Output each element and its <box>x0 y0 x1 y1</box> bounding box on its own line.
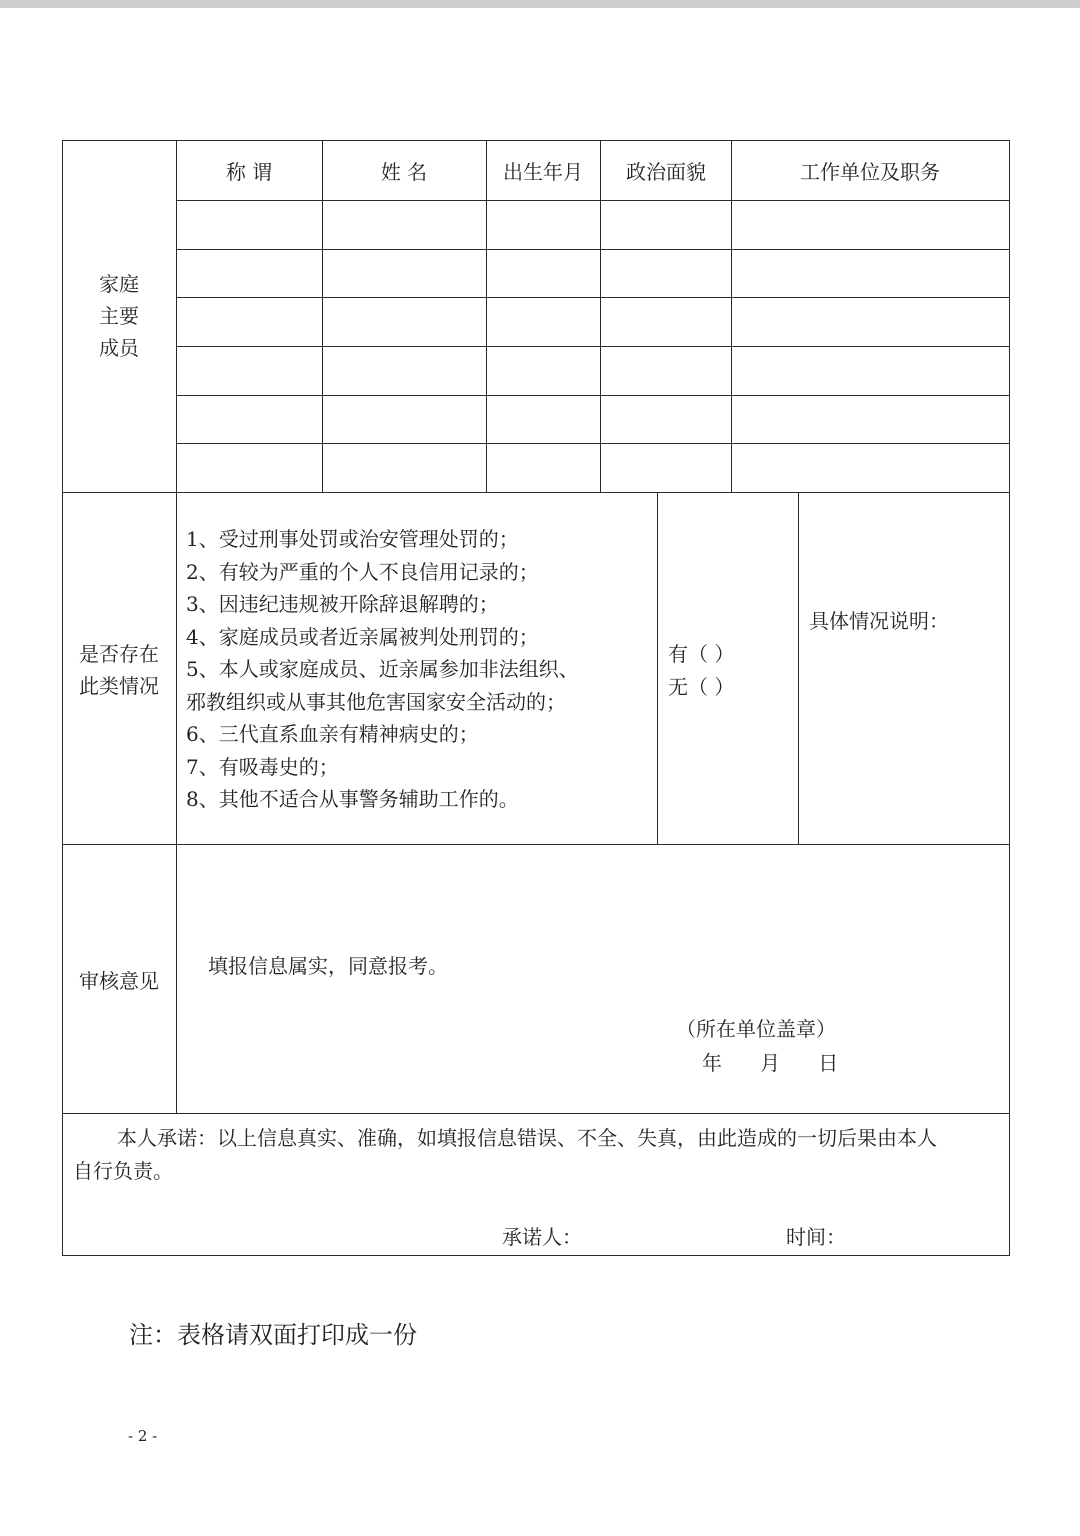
top-scan-bar <box>0 0 1080 8</box>
table-row[interactable] <box>177 444 1009 492</box>
review-opinion: 填报信息属实，同意报考。 <box>208 954 448 978</box>
list-item: 4、家庭成员或者近亲属被判处刑罚的； <box>186 624 539 649</box>
option-no[interactable]: 无（ ） <box>668 675 735 699</box>
pledge-text-line-1: 本人承诺：以上信息真实、准确，如填报信息错误、不全、失真，由此造成的一切后果由本人 <box>117 1126 937 1150</box>
seal-label: （所在单位盖章） <box>676 1017 836 1041</box>
print-note: 注：表格请双面打印成一份 <box>129 1321 417 1349</box>
conditions-label-line-2: 此类情况 <box>79 674 159 698</box>
list-item: 7、有吸毒史的； <box>186 754 339 779</box>
column-header-name: 姓 名 <box>380 160 428 184</box>
detail-explanation-label: 具体情况说明： <box>809 609 949 633</box>
page-number: - 2 - <box>128 1427 158 1445</box>
table-row[interactable] <box>177 250 1009 297</box>
list-item: 2、有较为严重的个人不良信用记录的； <box>186 559 539 584</box>
family-members-label <box>62 268 176 364</box>
column-header-birth: 出生年月 <box>503 160 583 184</box>
list-item: 1、受过刑事处罚或治安管理处罚的； <box>186 527 519 551</box>
list-item: 8、其他不适合从事警务辅助工作的。 <box>186 787 519 811</box>
column-header-employer-position: 工作单位及职务 <box>800 160 940 184</box>
list-item: 3、因违纪违规被开除辞退解聘的； <box>186 592 499 616</box>
review-date: 年 月 日 <box>702 1051 839 1075</box>
conditions-list <box>186 523 579 816</box>
pledge-text-line-2: 自行负责。 <box>73 1159 173 1183</box>
family-label-line-3: 成员 <box>99 336 139 360</box>
table-row[interactable] <box>177 201 1009 249</box>
signer-label: 承诺人： <box>502 1225 582 1249</box>
table-row[interactable] <box>177 396 1009 443</box>
table-row[interactable] <box>177 347 1009 395</box>
column-header-political-status: 政治面貌 <box>626 160 706 184</box>
conditions-label-line-1: 是否存在 <box>79 642 159 666</box>
column-header-relation: 称 谓 <box>225 160 273 184</box>
list-item: 邪教组织或从事其他危害国家安全活动的； <box>186 689 566 714</box>
option-yes[interactable]: 有（ ） <box>668 642 735 666</box>
family-label-line-2: 主要 <box>99 304 139 328</box>
list-item: 6、三代直系血亲有精神病史的； <box>186 722 479 746</box>
time-field[interactable] <box>846 1220 1006 1252</box>
family-label-line-1: 家庭 <box>99 272 139 296</box>
review-label: 审核意见 <box>79 969 159 993</box>
list-item: 5、本人或家庭成员、近亲属参加非法组织、 <box>186 657 579 681</box>
conditions-label <box>62 638 176 702</box>
detail-explanation-field[interactable] <box>799 640 1009 844</box>
table-row[interactable] <box>177 298 1009 346</box>
time-label: 时间： <box>786 1225 846 1249</box>
signer-field[interactable] <box>584 1220 764 1252</box>
